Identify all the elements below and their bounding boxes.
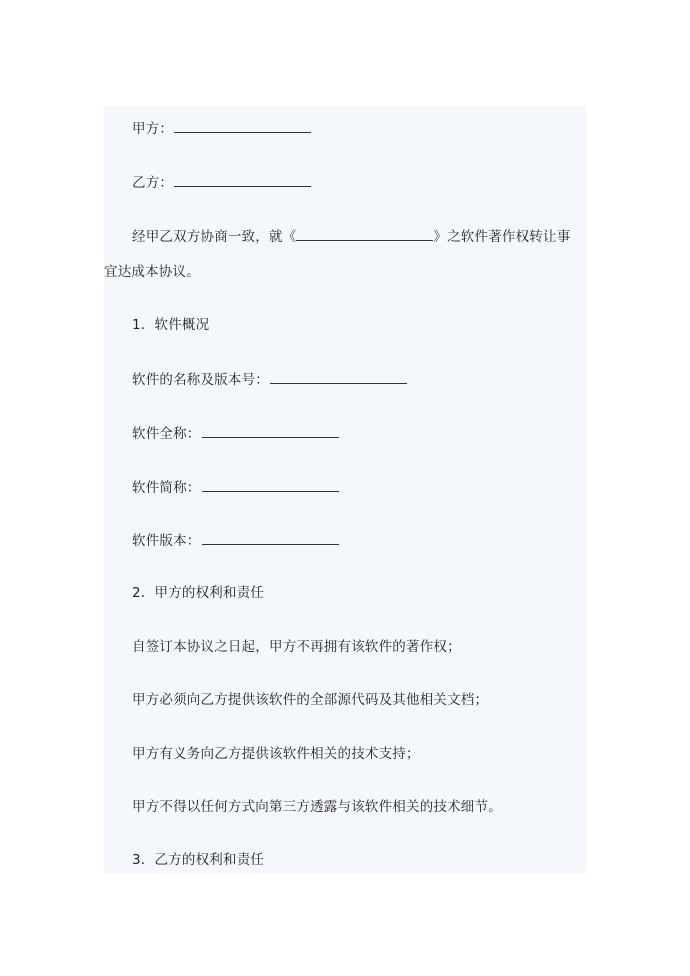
field-label: 软件全称：: [132, 426, 201, 442]
intro-line: [132, 227, 570, 246]
party-a-blank: [174, 119, 311, 133]
field-short-name: [132, 478, 339, 497]
section1-heading: 1．软件概况: [132, 317, 210, 333]
field-full-name: [132, 424, 339, 443]
section2-item: 甲方有义务向乙方提供该软件相关的技术支持；: [132, 746, 420, 762]
section2-item: 甲方必须向乙方提供该软件的全部源代码及其他相关文档；: [132, 692, 489, 708]
field-label: 软件的名称及版本号：: [132, 372, 269, 388]
party-b-blank: [174, 173, 311, 187]
field-blank: [202, 478, 339, 492]
section3-heading: 3．乙方的权利和责任: [132, 852, 265, 868]
field-name-version: [132, 370, 407, 389]
field-blank: [270, 370, 407, 384]
party-b-label: 乙方：: [132, 175, 174, 191]
field-blank: [202, 424, 339, 438]
section2-heading: 2．甲方的权利和责任: [132, 585, 265, 601]
intro-continuation: 宜达成本协议。: [104, 264, 200, 280]
field-blank: [202, 531, 339, 545]
field-version: [132, 531, 339, 550]
software-name-blank: [296, 227, 433, 241]
field-label: 软件版本：: [132, 533, 201, 549]
intro-text-1: 经甲乙双方协商一致，就《: [132, 229, 297, 245]
party-a-line: [132, 119, 311, 138]
party-a-label: 甲方：: [132, 121, 174, 137]
intro-text-2: 》之软件著作权转让事: [433, 229, 571, 245]
field-label: 软件简称：: [132, 480, 201, 496]
section2-item: 自签订本协议之日起，甲方不再拥有该软件的著作权；: [132, 639, 461, 655]
section2-item: 甲方不得以任何方式向第三方透露与该软件相关的技术细节。: [132, 799, 502, 815]
party-b-line: [132, 173, 311, 192]
